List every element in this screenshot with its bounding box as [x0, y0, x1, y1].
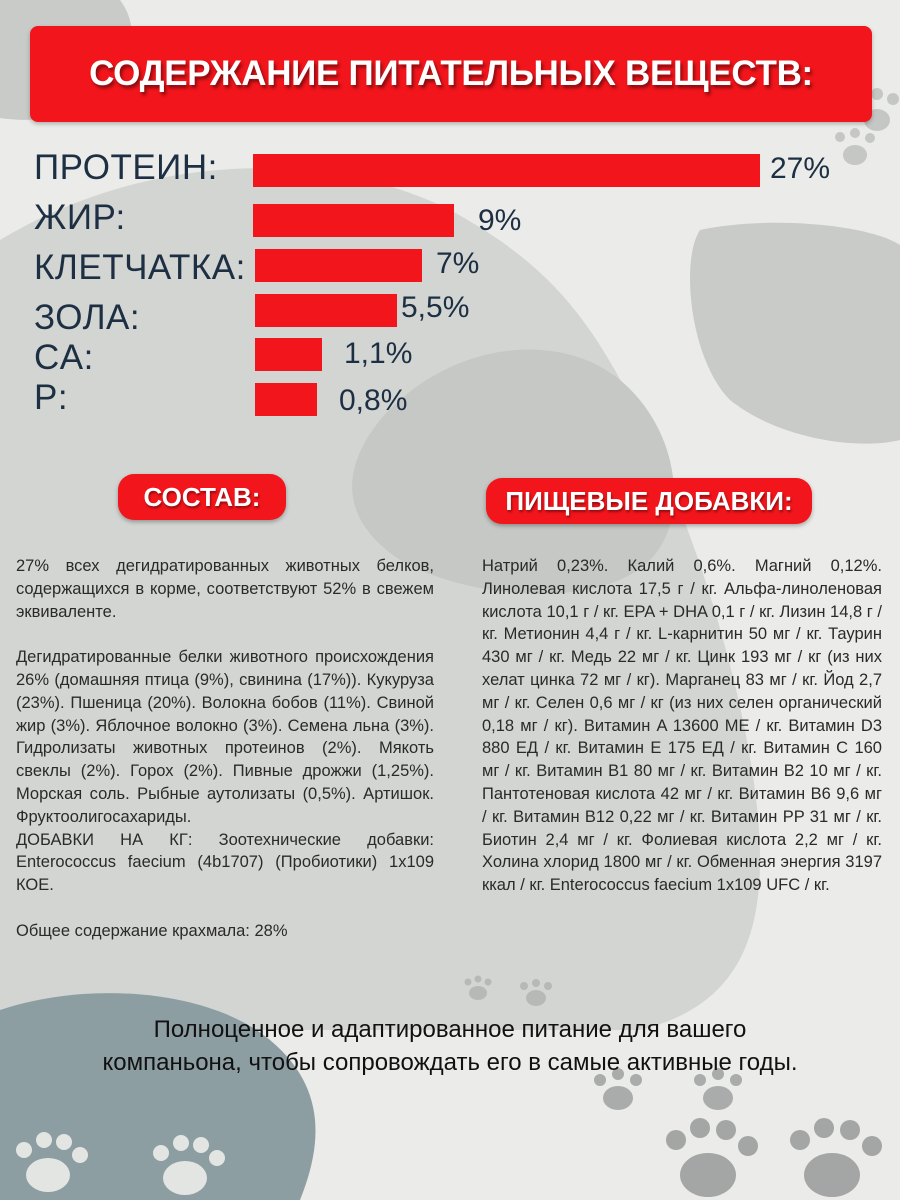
additives-heading: ПИЩЕВЫЕ ДОБАВКИ:	[486, 478, 812, 524]
paw-print-icon	[790, 1118, 882, 1197]
paw-print-icon	[666, 1118, 758, 1197]
nutrient-value-fat: 9%	[478, 204, 522, 237]
nutrient-label-protein: ПРОТЕИН:	[34, 148, 218, 187]
footer-line: компаньона, чтобы сопровождать его в самые активные годы.	[102, 1049, 798, 1076]
paragraph-spacer	[16, 897, 434, 920]
composition-paragraph: ДОБАВКИ НА КГ: Зоотехнические добавки: Enterococcus faecium (4b1707) (Пробиотики) 1x109 КОЕ.	[16, 830, 434, 895]
nutrient-label-calcium: CA:	[34, 338, 94, 377]
nutrient-bar-ash	[255, 294, 397, 327]
composition-heading: СОСТАВ:	[118, 474, 286, 520]
footer-line: Полноценное и адаптированное питание для вашего	[153, 1016, 747, 1043]
composition-paragraph: 27% всех дегидратированных животных белков, содержащихся в корме, соответствуют 52% в свежем эквиваленте.	[16, 557, 434, 621]
paw-print-icon	[835, 128, 875, 165]
footer-tagline	[0, 1013, 900, 1079]
page-title: СОДЕРЖАНИЕ ПИТАТЕЛЬНЫХ ВЕЩЕСТВ:	[89, 54, 813, 93]
nutrient-bar-phosphorus	[255, 383, 317, 416]
nutrient-bar-calcium	[255, 338, 322, 371]
nutrient-bar-fat	[253, 204, 454, 237]
nutrient-label-fat: ЖИР:	[34, 198, 126, 237]
nutrient-value-fiber: 7%	[436, 247, 480, 280]
nutrient-value-phosphorus: 0,8%	[339, 384, 408, 417]
additives-text	[482, 555, 882, 897]
additives-paragraph: Натрий 0,23%. Калий 0,6%. Магний 0,12%. Линолевая кислота 17,5 г / кг. Альфа-линоленовая кислота 10,1 г / кг. EPA + DHA 0,1 г / кг. Лизин 14,8 г / кг. Метионин 4,4 г / кг. L-карнитин 50 мг / кг. Таурин 430 мг / кг. Медь 22 мг / кг. Цинк 193 мг / кг (из них хелат цинка 72 мг / кг). Марганец 83 мг / кг. Йод 2,7 мг / кг. Селен 0,6 мг / кг (из них селен органический 0,18 мг / кг). Витамин A 13600 МЕ / кг. Витамин D3 880 ЕД / кг. Витамин E 175 ЕД / кг. Витамин C 160 мг / кг. Витамин B1 80 мг / кг. Витамин B2 10 мг / кг. Пантотеновая кислота 42 мг / кг. Витамин B6 9,6 мг / кг. Витамин B12 0,22 мг / кг. Витамин PP 31 мг / кг. Биотин 2,4 мг / кг. Фолиевая кислота 2,2 мг / кг. Холина хлорид 1800 мг / кг. Обменная энергия 3197 ккал / кг. Enterococcus faecium 1x109 UFC / кг.	[482, 557, 882, 895]
nutrient-label-phosphorus: P:	[34, 378, 69, 417]
composition-text	[16, 555, 434, 943]
nutrient-value-calcium: 1,1%	[344, 337, 413, 370]
nutrient-label-fiber: КЛЕТЧАТКА:	[34, 248, 246, 287]
composition-paragraph: Дегидратированные белки животного происхождения 26% (домашняя птица (9%), свинина (17%)). Кукуруза (23%). Пшеница (20%). Волокна бобов (11%). Свиной жир (3%). Яблочное волокно (3%). Семена льна (3%). Гидролизаты животных протеинов (2%). Мякоть свеклы (2%). Горох (2%). Пивные дрожжи (1,25%). Морская соль. Рыбные аутолизаты (0,5%). Артишок. Фруктоолигосахариды.	[16, 648, 434, 826]
header-banner	[30, 26, 872, 122]
nutrient-value-protein: 27%	[770, 152, 831, 185]
nutrient-label-ash: ЗОЛА:	[34, 298, 141, 337]
paragraph-spacer	[16, 623, 434, 646]
nutrient-bar-fiber	[255, 249, 422, 282]
nutrient-value-ash: 5,5%	[401, 291, 470, 324]
nutrient-bar-protein	[253, 154, 760, 187]
composition-paragraph: Общее содержание крахмала: 28%	[16, 921, 288, 940]
